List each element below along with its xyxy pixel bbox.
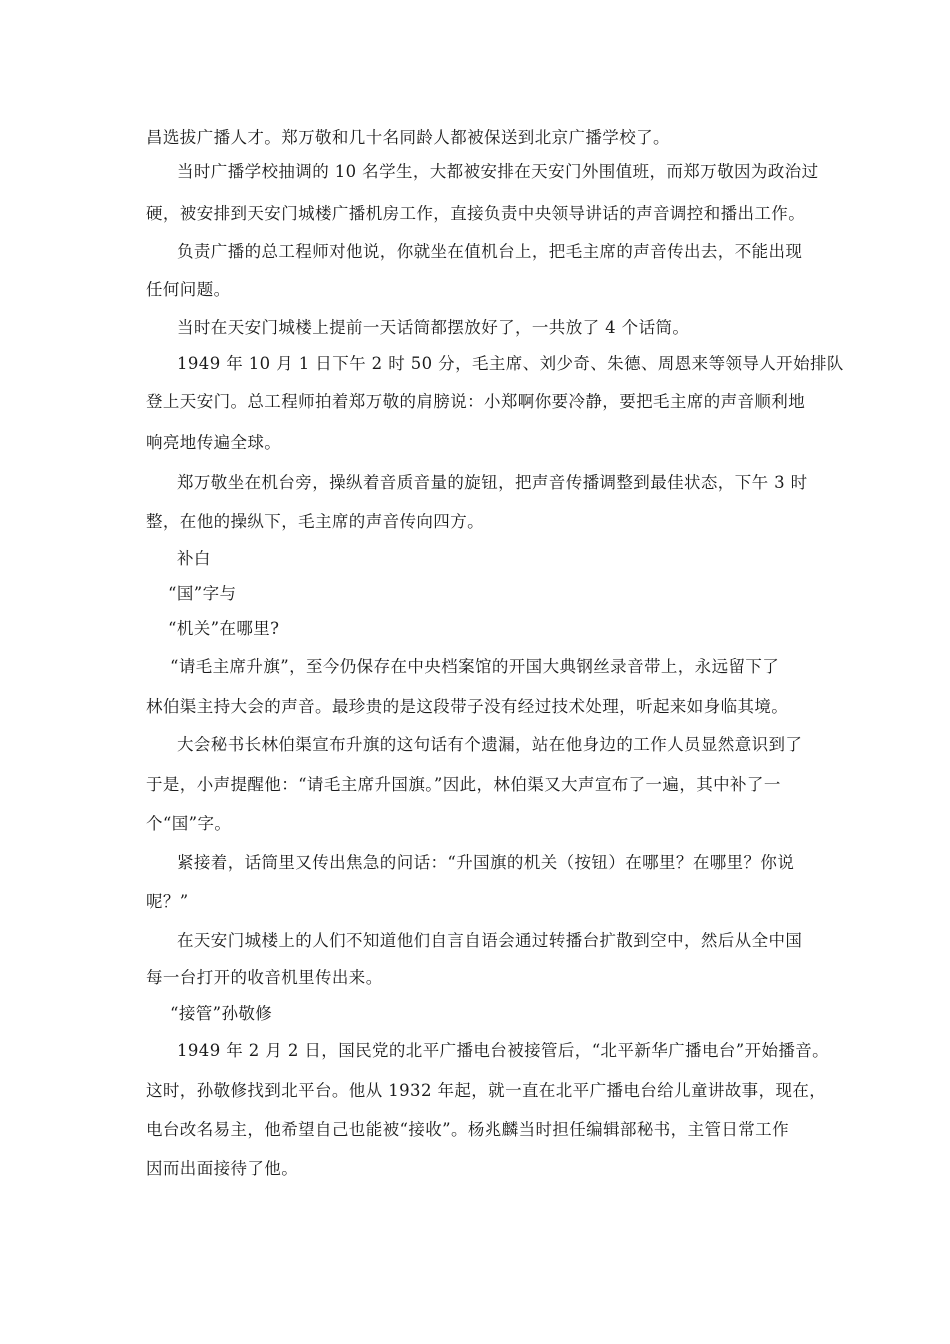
text-line: 昌选拔广播人才。郑万敬和几十名同龄人都被保送到北京广播学校了。 — [146, 128, 670, 147]
text-line: 当时在天安门城楼上提前一天话筒都摆放好了，一共放了 4 个话筒。 — [177, 318, 690, 337]
text-line: 登上天安门。总工程师拍着郑万敬的肩膀说：小郑啊你要冷静，要把毛主席的声音顺利地 — [146, 392, 806, 411]
section-heading: “机关”在哪里? — [168, 619, 280, 638]
text-line: 1949 年 2 月 2 日，国民党的北平广播电台被接管后，“北平新华广播电台”开始播音。 — [177, 1041, 830, 1060]
text-line: 负责广播的总工程师对他说，你就坐在值机台上，把毛主席的声音传出去，不能出现 — [177, 242, 803, 261]
text-line: 呢？” — [146, 892, 189, 911]
text-line: 硬，被安排到天安门城楼广播机房工作，直接负责中央领导讲话的声音调控和播出工作。 — [146, 204, 806, 223]
section-heading: 补白 — [177, 549, 211, 568]
text-line: 因而出面接待了他。 — [146, 1159, 299, 1178]
text-line: 电台改名易主，他希望自己也能被“接收”。杨兆麟当时担任编辑部秘书，主管日常工作 — [146, 1120, 789, 1139]
section-heading: “国”字与 — [168, 584, 237, 603]
text-line: 紧接着，话筒里又传出焦急的问话：“升国旗的机关（按钮）在哪里？在哪里？你说 — [177, 853, 795, 872]
text-line: 郑万敬坐在机台旁，操纵着音质音量的旋钮，把声音传播调整到最佳状态，下午 3 时 — [177, 473, 808, 492]
text-line: 大会秘书长林伯渠宣布升旗的这句话有个遗漏，站在他身边的工作人员显然意识到了 — [177, 735, 803, 754]
text-line: 林伯渠主持大会的声音。最珍贵的是这段带子没有经过技术处理，听起来如身临其境。 — [146, 697, 789, 716]
text-line: 于是，小声提醒他：“请毛主席升国旗。”因此，林伯渠又大声宣布了一遍，其中补了一 — [146, 775, 781, 794]
text-line: 1949 年 10 月 1 日下午 2 时 50 分，毛主席、刘少奇、朱德、周恩来等领导人开始排队 — [177, 354, 844, 373]
text-line: 整，在他的操纵下，毛主席的声音传向四方。 — [146, 512, 484, 531]
text-line: 每一台打开的收音机里传出来。 — [146, 968, 383, 987]
text-line: 在天安门城楼上的人们不知道他们自言自语会通过转播台扩散到空中，然后从全中国 — [177, 931, 803, 950]
text-line: 任何问题。 — [146, 280, 231, 299]
text-line: “请毛主席升旗”，至今仍保存在中央档案馆的开国大典钢丝录音带上，永远留下了 — [170, 657, 780, 676]
text-line: 响亮地传遍全球。 — [146, 433, 282, 452]
text-line: 这时，孙敬修找到北平台。他从 1932 年起，就一直在北平广播电台给儿童讲故事，现在， — [146, 1081, 827, 1100]
text-line: 当时广播学校抽调的 10 名学生，大都被安排在天安门外围值班，而郑万敬因为政治过 — [177, 162, 819, 181]
section-heading: “接管”孙敬修 — [170, 1004, 273, 1023]
text-line: 个“国”字。 — [146, 814, 232, 833]
